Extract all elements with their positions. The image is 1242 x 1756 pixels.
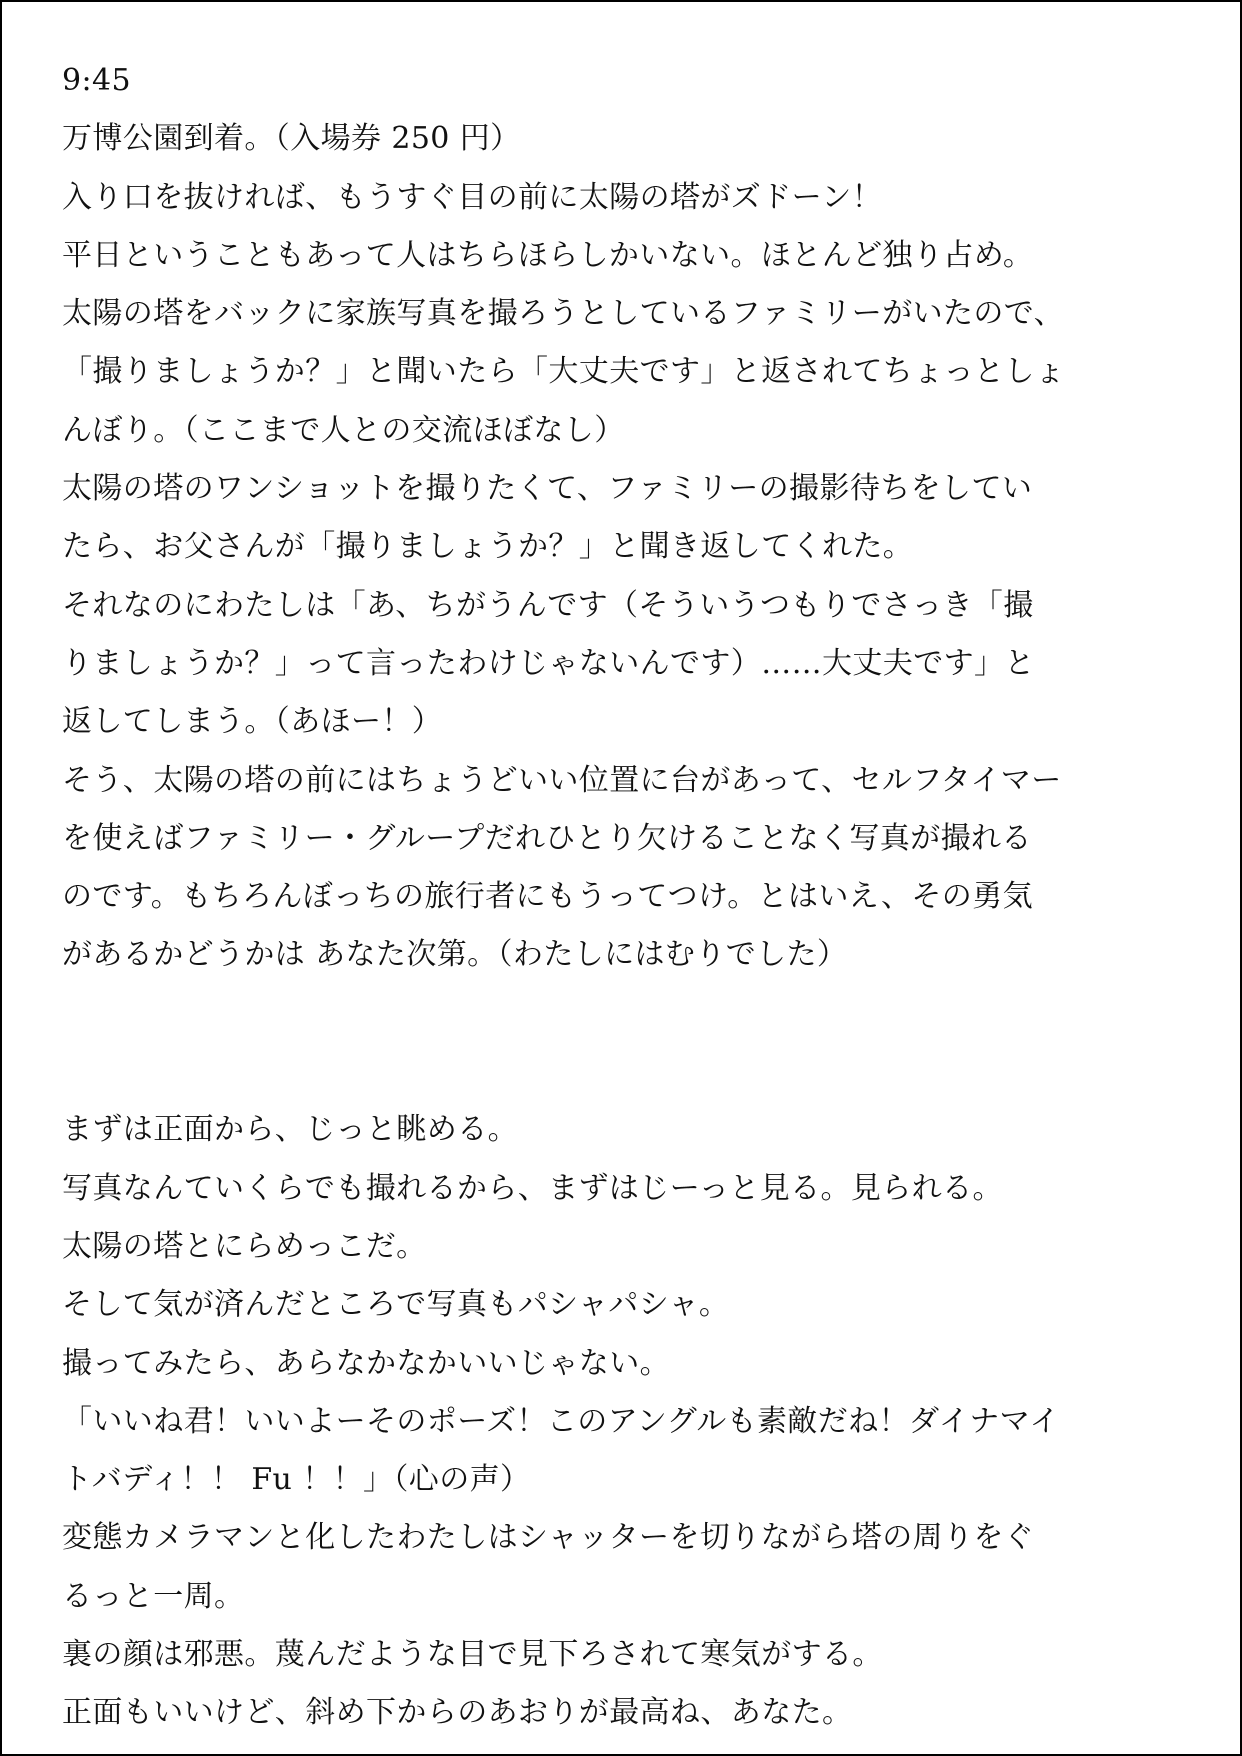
text-line: のです。もちろんぼっちの旅行者にもうってつけ。とはいえ、その勇気 (62, 879, 1033, 915)
text-line: 裏の顔は邪悪。蔑んだような目で見下ろされて寒気がする。 (62, 1637, 883, 1673)
text-line: トバディ！！ Fu ！！」（心の声） (62, 1462, 531, 1498)
text-line: そして気が済んだところで写真もパシャパシャ。 (62, 1287, 730, 1323)
text-line: るっと一周。 (62, 1578, 245, 1614)
text-line: んぼり。（ここまで人との交流ほぼなし） (62, 412, 625, 448)
text-line: 太陽の塔をバックに家族写真を撮ろうとしているファミリーがいたので、 (62, 296, 1064, 332)
text-line: 正面もいいけど、斜め下からのあおりが最高ね、あなた。 (62, 1695, 853, 1731)
text-line: それなのにわたしは「あ、ちがうんです（そういうつもりでさっき「撮 (62, 587, 1034, 623)
text-line: 万博公園到着。（入場券 250 円） (62, 121, 521, 157)
text-line: 入り口を抜ければ、もうすぐ目の前に太陽の塔がズドーン！ (62, 179, 883, 215)
paragraph-gap (62, 985, 1190, 1102)
text-line: 平日ということもあって人はちらほらしかいない。ほとんど独り占め。 (62, 237, 1034, 273)
text-line: 9:45 (62, 63, 131, 98)
text-line: まずは正面から、じっと眺める。 (62, 1112, 518, 1148)
text-line: 太陽の塔のワンショットを撮りたくて、ファミリーの撮影待ちをしてい (62, 471, 1033, 507)
text-line: 撮ってみたら、あらなかなかいいじゃない。 (62, 1345, 670, 1381)
text-line: があるかどうかは あなた次第。（わたしにはむりでした） (62, 937, 848, 973)
text-line: を使えばファミリー・グループだれひとり欠けることなく写真が撮れる (62, 820, 1032, 856)
text-line: 太陽の塔とにらめっこだ。 (62, 1228, 427, 1264)
text-line: 「撮りましょうか？」と聞いたら「大丈夫です」と返されてちょっとしょ (62, 354, 1066, 390)
text-line: 返してしまう。（あほー！） (62, 704, 443, 740)
text-line: たら、お父さんが「撮りましょうか？」と聞き返してくれた。 (62, 529, 914, 565)
text-line: りましょうか？」って言ったわけじゃないんです）……大丈夫です」と (62, 645, 1035, 681)
text-line: 「いいね君！いいよーそのポーズ！このアングルも素敵だね！ダイナマイ (62, 1403, 1060, 1439)
text-line: 変態カメラマンと化したわたしはシャッターを切りながら塔の周りをぐ (62, 1520, 1035, 1556)
text-line: 写真なんていくらでも撮れるから、まずはじーっと見る。見られる。 (62, 1170, 1003, 1206)
text-line: そう、太陽の塔の前にはちょうどいい位置に台があって、セルフタイマー (62, 762, 1062, 798)
document-body (62, 52, 1190, 1743)
